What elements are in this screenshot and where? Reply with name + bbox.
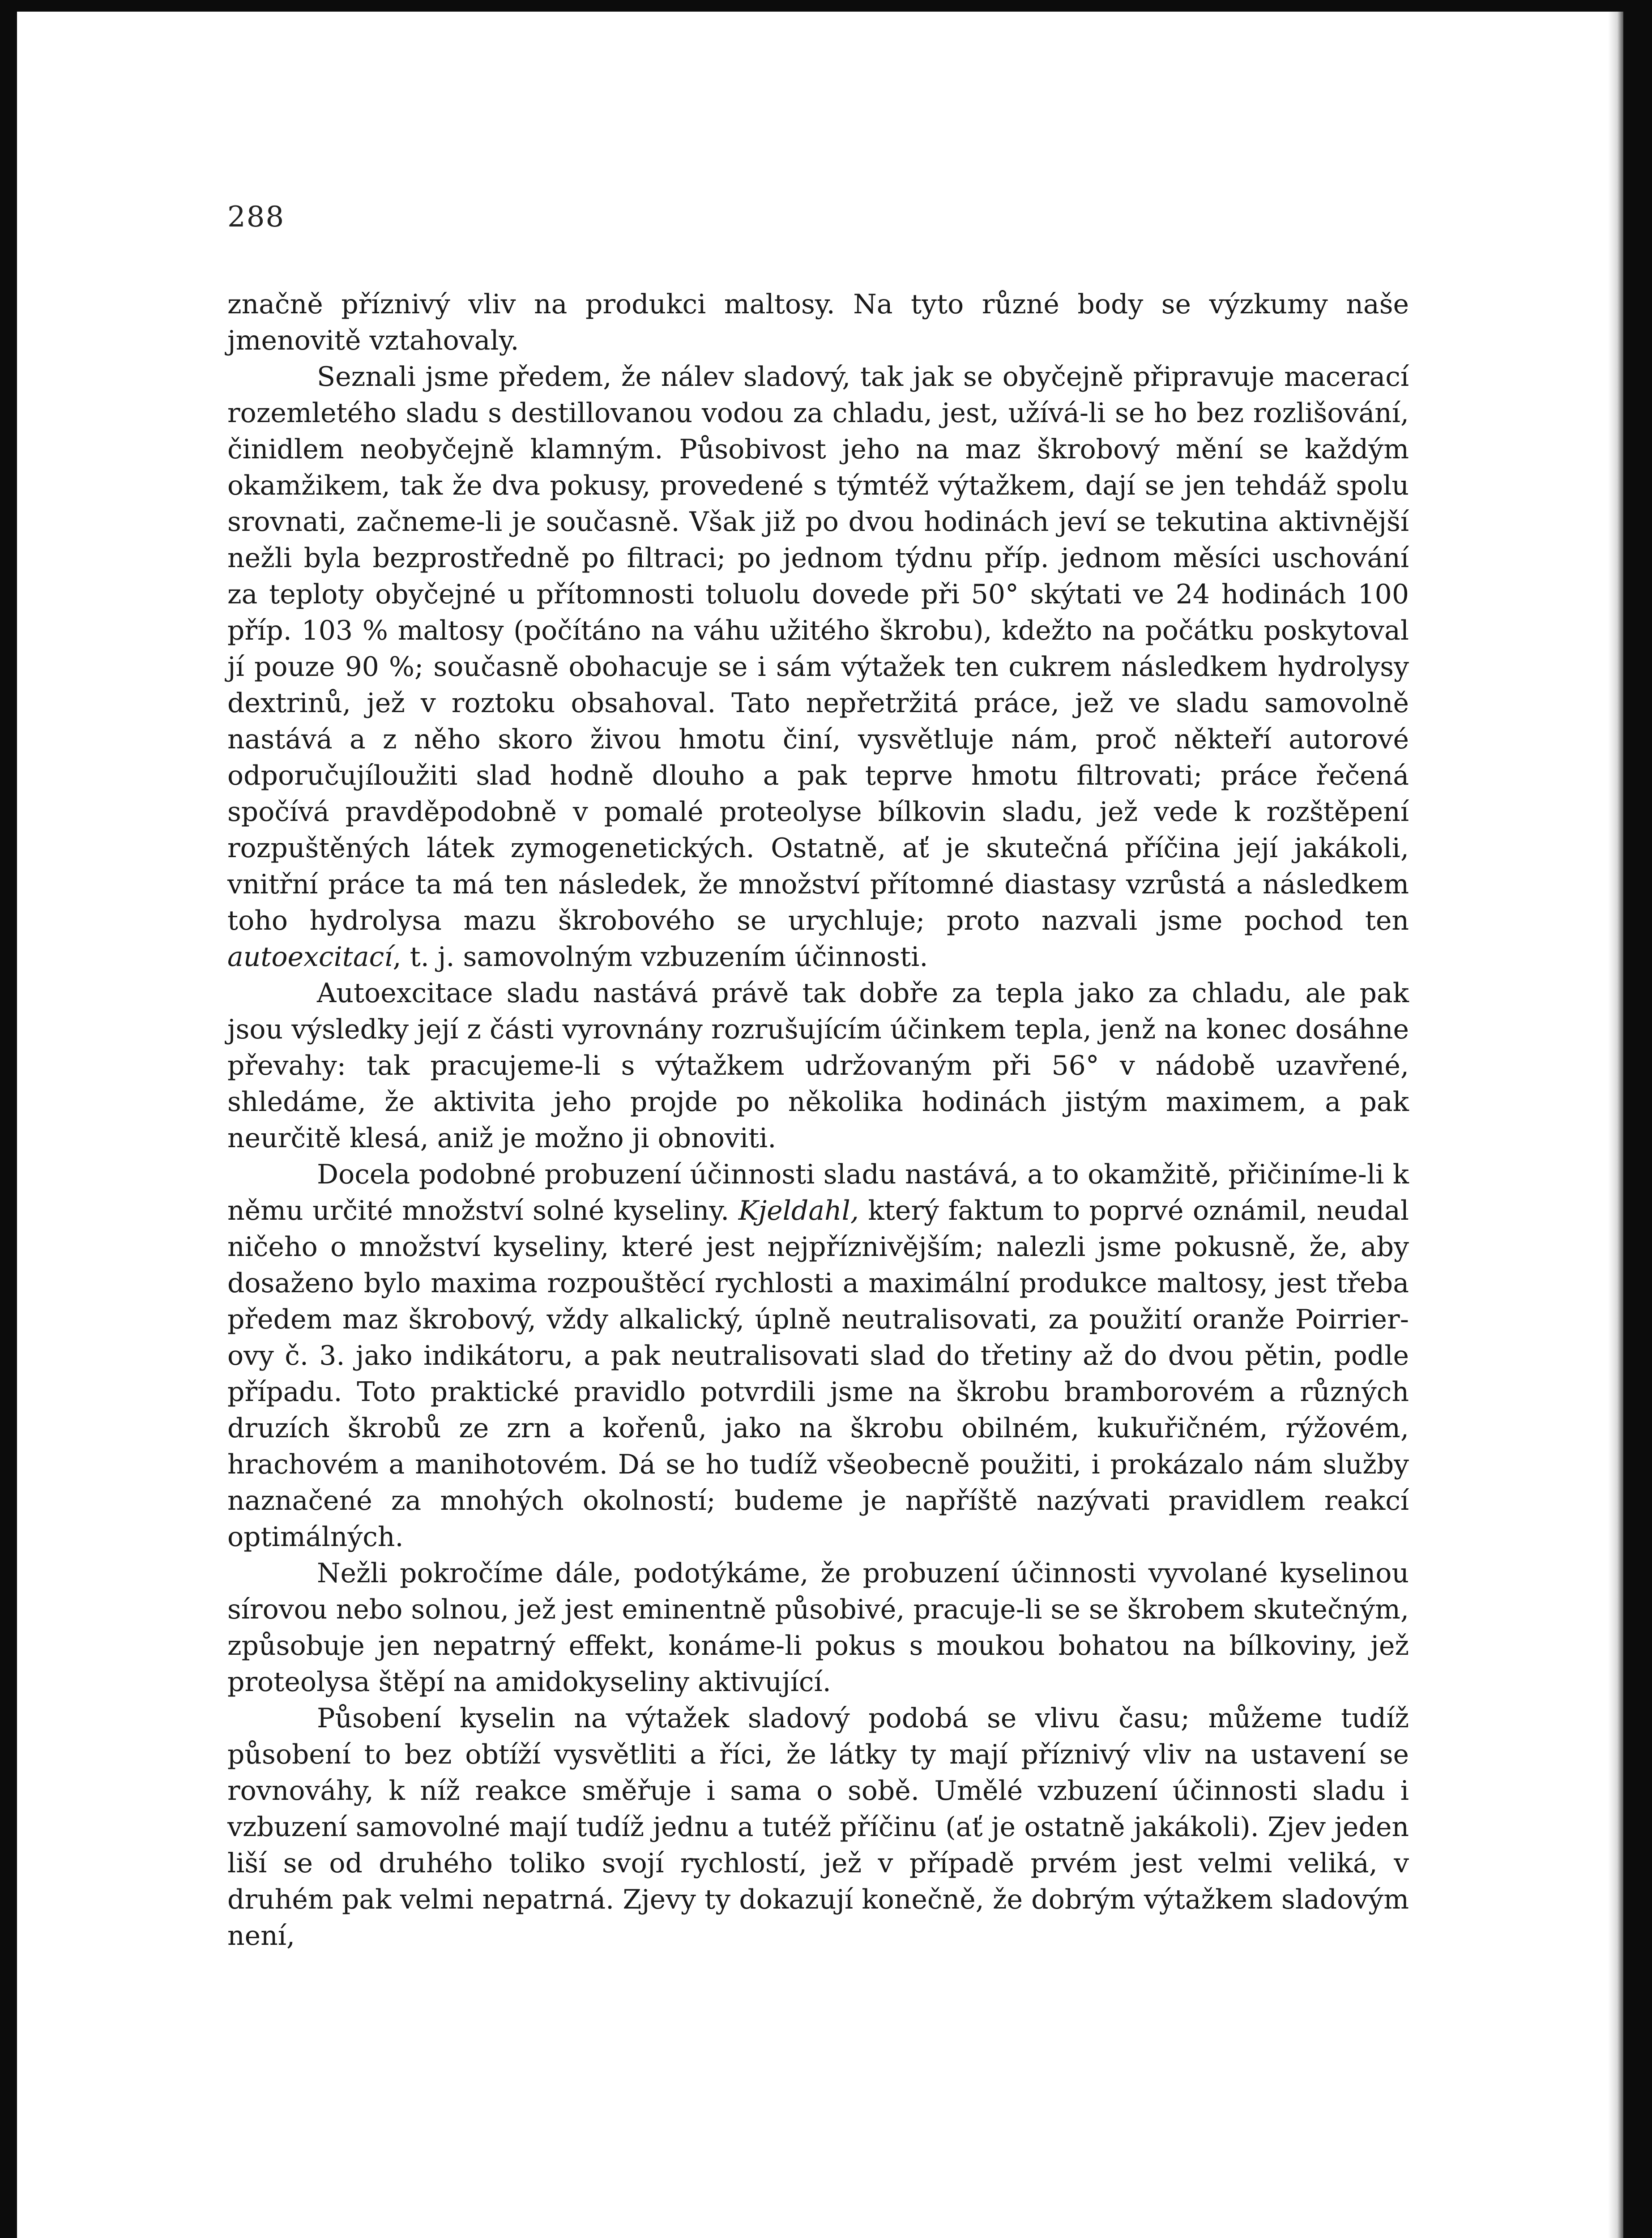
term-autoexcitaci: autoexcitací xyxy=(227,941,393,973)
paragraph-6: Působení kyselin na výtažek sladový podobá se vlivu času; můžeme tudíž působení to bez obtíží vysvětliti a říci, že látky ty mají příznivý vliv na ustavení se rovnováhy, k níž reakce směřuje i sama o sobě. Umělé vzbuzení účinnosti sladu i vzbuzení samovolné mají tudíž jednu a tutéž příčinu (ať je ostatně jakákoli). Zjev jeden liší se od druhého toliko svojí rychlostí, jež v případě prvém jest velmi veliká, v druhém pak velmi nepatrná. Zjevy ty dokazují konečně, že dobrým výtažkem sladovým není, xyxy=(227,1703,1409,1952)
page-number: 288 xyxy=(227,201,285,234)
author-kjeldahl: Kjeldahl, xyxy=(738,1195,859,1226)
paragraph-2-text: Seznali jsme předem, že nálev sladový, tak jak se obyčejně připravuje macerací rozemletého sladu s destillovanou vodou za chladu, jest, užívá-li se ho bez rozlišování, činidlem neobyčejně klamným. Působivost jeho na maz škrobový mění se každým okamžikem, tak že dva pokusy, provedené s týmtéž výtažkem, dají se jen tehdáž spolu srovnati, začneme-li je současně. Však již po dvou hodinách jeví se tekutina aktivnější nežli byla bezprostředně po filtraci; po jednom týdnu příp. jednom měsíci uschování za teploty obyčejné u přítomnosti toluolu dovede při 50° skýtati ve 24 hodinách 100 příp. 103 % maltosy (počítáno na váhu užitého škrobu), kdežto na počátku poskytoval jí pouze 90 %; současně obohacuje se i sám výtažek ten cukrem následkem hydrolysy dextrinů, jež v roztoku obsahoval. Tato nepřetržitá práce, jež ve sladu samovolně nastává a z něho skoro živou hmotu činí, vysvětluje nám, proč někteří autorové odporučujíloužiti slad hodně dlouho a pak teprve hmotu filtrovati; práce řečená spočívá pravděpodobně v pomalé proteolyse bílkovin sladu, jež vede k rozštěpení rozpuštěných látek zymogenetických. Ostatně, ať je skutečná příčina její jakákoli, vnitřní práce ta má ten následek, že množství přítomné diastasy vzrůstá a následkem toho hydrolysa mazu škrobového se urychluje; proto nazvali jsme pochod ten xyxy=(227,361,1409,936)
paragraph-4 xyxy=(227,1157,1409,1555)
body-text xyxy=(227,286,1409,1954)
paragraph-4-head: Docela podobné probuzení účinnosti sladu nastává, a to okamžitě, přičiníme-li k němu určité množství solné kyseliny. xyxy=(227,1159,1409,1226)
paragraph-1: značně příznivý vliv na produkci maltosy. Na tyto různé body se výzkumy naše jmenovitě vztahovaly. xyxy=(227,289,1409,356)
page-edge-shadow xyxy=(1608,12,1623,2238)
paragraph-4-tail: který faktum to poprvé oznámil, neudal ničeho o množství kyseliny, které jest nejpříznivějším; nalezli jsme pokusně, že, aby dosaženo bylo maxima rozpouštěcí rychlosti a maximální produkce maltosy, jest třeba předem maz škrobový, vždy alkalický, úplně neutralisovati, za použití oranže Poirrier-ovy č. 3. jako indikátoru, a pak neutralisovati slad do třetiny až do dvou pětin, podle případu. Toto praktické pravidlo potvrdili jsme na škrobu bramborovém a různých druzích škrobů ze zrn a kořenů, jako na škrobu obilném, kukuřičném, rýžovém, hrachovém a manihotovém. Dá se ho tudíž všeobecně použiti, i prokázalo nám služby naznačené za mnohých okolností; budeme je napříště nazývati pravidlem reakcí optimálných. xyxy=(227,1195,1409,1553)
paragraph-2 xyxy=(227,359,1409,975)
paragraph-2-tail: , t. j. samovolným vzbuzením účinnosti. xyxy=(393,941,928,973)
paragraph-5: Nežli pokročíme dále, podotýkáme, že probuzení účinnosti vyvolané kyselinou sírovou nebo solnou, jež jest eminentně působivé, pracuje-li se se škrobem skutečným, způsobuje jen nepatrný effekt, konáme-li pokus s moukou bohatou na bílkoviny, jež proteolysa štěpí na amidokyseliny aktivující. xyxy=(227,1558,1409,1698)
paragraph-3: Autoexcitace sladu nastává právě tak dobře za tepla jako za chladu, ale pak jsou výsledky její z části vyrovnány rozrušujícím účinkem tepla, jenž na konec dosáhne převahy: tak pracujeme-li s výtažkem udržovaným při 56° v nádobě uzavřené, shledáme, že aktivita jeho projde po několika hodinách jistým maximem, a pak neurčitě klesá, aniž je možno ji obnoviti. xyxy=(227,978,1409,1154)
